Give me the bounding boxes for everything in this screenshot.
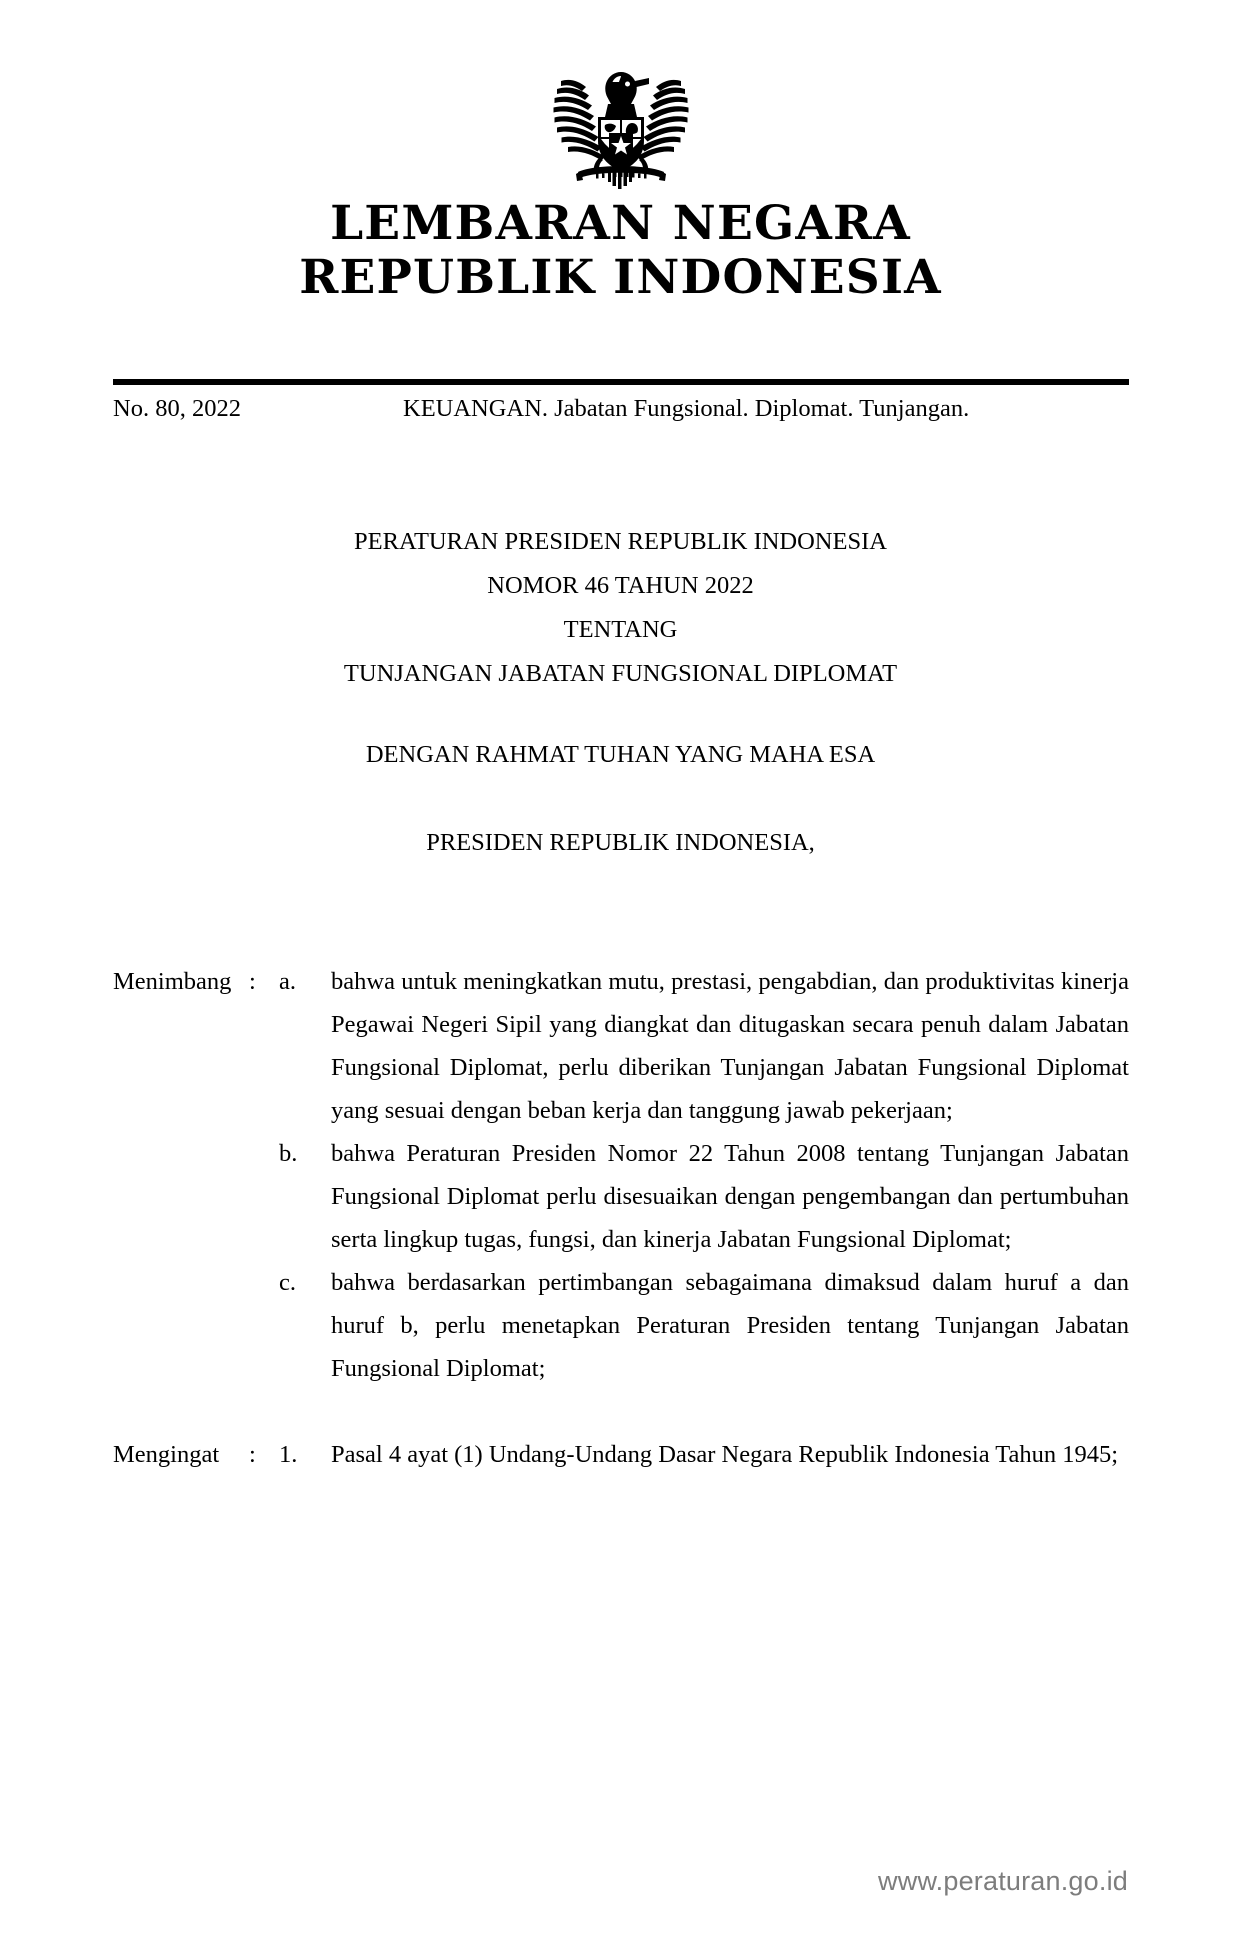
deity-invocation-line: DENGAN RAHMAT TUHAN YANG MAHA ESA — [365, 741, 876, 768]
footer-watermark: www.peraturan.go.id — [878, 1866, 1128, 1896]
gazette-subject-keywords: KEUANGAN. Jabatan Fungsional. Diplomat. Tunjangan. — [403, 395, 970, 422]
masthead-line-lembaran-negara: LEMBARAN NEGARA — [330, 196, 911, 251]
clause-marker-c: c. — [279, 1269, 296, 1296]
clause-text-a: bahwa untuk meningkatkan mutu, prestasi, pengabdian, dan produktivitas kinerja Pegawai Negeri Sipil yang diangkat dan ditugaskan secara penuh dalam Jabatan Fungsional Diplomat, perlu diberikan Tunjangan Jabatan Fungsional Diplomat yang sesuai dengan beban kerja dan tanggung jawab pekerjaan; — [331, 968, 1129, 1124]
clause-marker-a: a. — [279, 968, 296, 995]
clause-row — [113, 1261, 1129, 1390]
emblem-container — [0, 58, 1241, 199]
clause-marker-b: b. — [279, 1140, 298, 1167]
title-line-subject: TUNJANGAN JABATAN FUNGSIONAL DIPLOMAT — [343, 660, 898, 687]
header-meta-row — [113, 392, 1129, 425]
clause-text-b: bahwa Peraturan Presiden Nomor 22 Tahun 2008 tentang Tunjangan Jabatan Fungsional Diplomat perlu disesuaikan dengan pengembangan dan pertumbuhan serta lingkup tugas, fungsi, dan kinerja Jabatan Fungsional Diplomat; — [331, 1140, 1129, 1253]
regulation-title-block — [0, 520, 1241, 696]
title-line-tentang: TENTANG — [563, 616, 678, 643]
clause-list — [113, 960, 1129, 1476]
gazette-number: No. 80, 2022 — [113, 395, 241, 422]
clause-row — [113, 1433, 1129, 1476]
clause-row — [113, 1132, 1129, 1261]
masthead-line-republik-indonesia: REPUBLIK INDONESIA — [299, 250, 942, 305]
garuda-pancasila-emblem — [546, 58, 696, 194]
clause-colon: : — [249, 968, 256, 995]
masthead — [0, 196, 1241, 306]
signatory-line: PRESIDEN REPUBLIK INDONESIA, — [426, 829, 815, 856]
clause-group-menimbang — [113, 960, 1129, 1390]
clause-text-c: bahwa berdasarkan pertimbangan sebagaimana dimaksud dalam huruf a dan huruf b, perlu menetapkan Peraturan Presiden tentang Tunjangan Jabatan Fungsional Diplomat; — [331, 1269, 1129, 1382]
title-line-peraturan-presiden: PERATURAN PRESIDEN REPUBLIK INDONESIA — [354, 528, 887, 555]
clause-row — [113, 960, 1129, 1132]
header-divider-rule — [113, 379, 1129, 385]
clause-group-mengingat — [113, 1433, 1129, 1476]
clause-text-1: Pasal 4 ayat (1) Undang-Undang Dasar Negara Republik Indonesia Tahun 1945; — [331, 1441, 1119, 1468]
clause-marker-1: 1. — [279, 1441, 298, 1468]
title-line-nomor: NOMOR 46 TAHUN 2022 — [487, 572, 754, 599]
clause-label-mengingat: Mengingat — [113, 1441, 220, 1468]
clause-label-menimbang: Menimbang — [113, 968, 232, 995]
clause-colon: : — [249, 1441, 256, 1468]
